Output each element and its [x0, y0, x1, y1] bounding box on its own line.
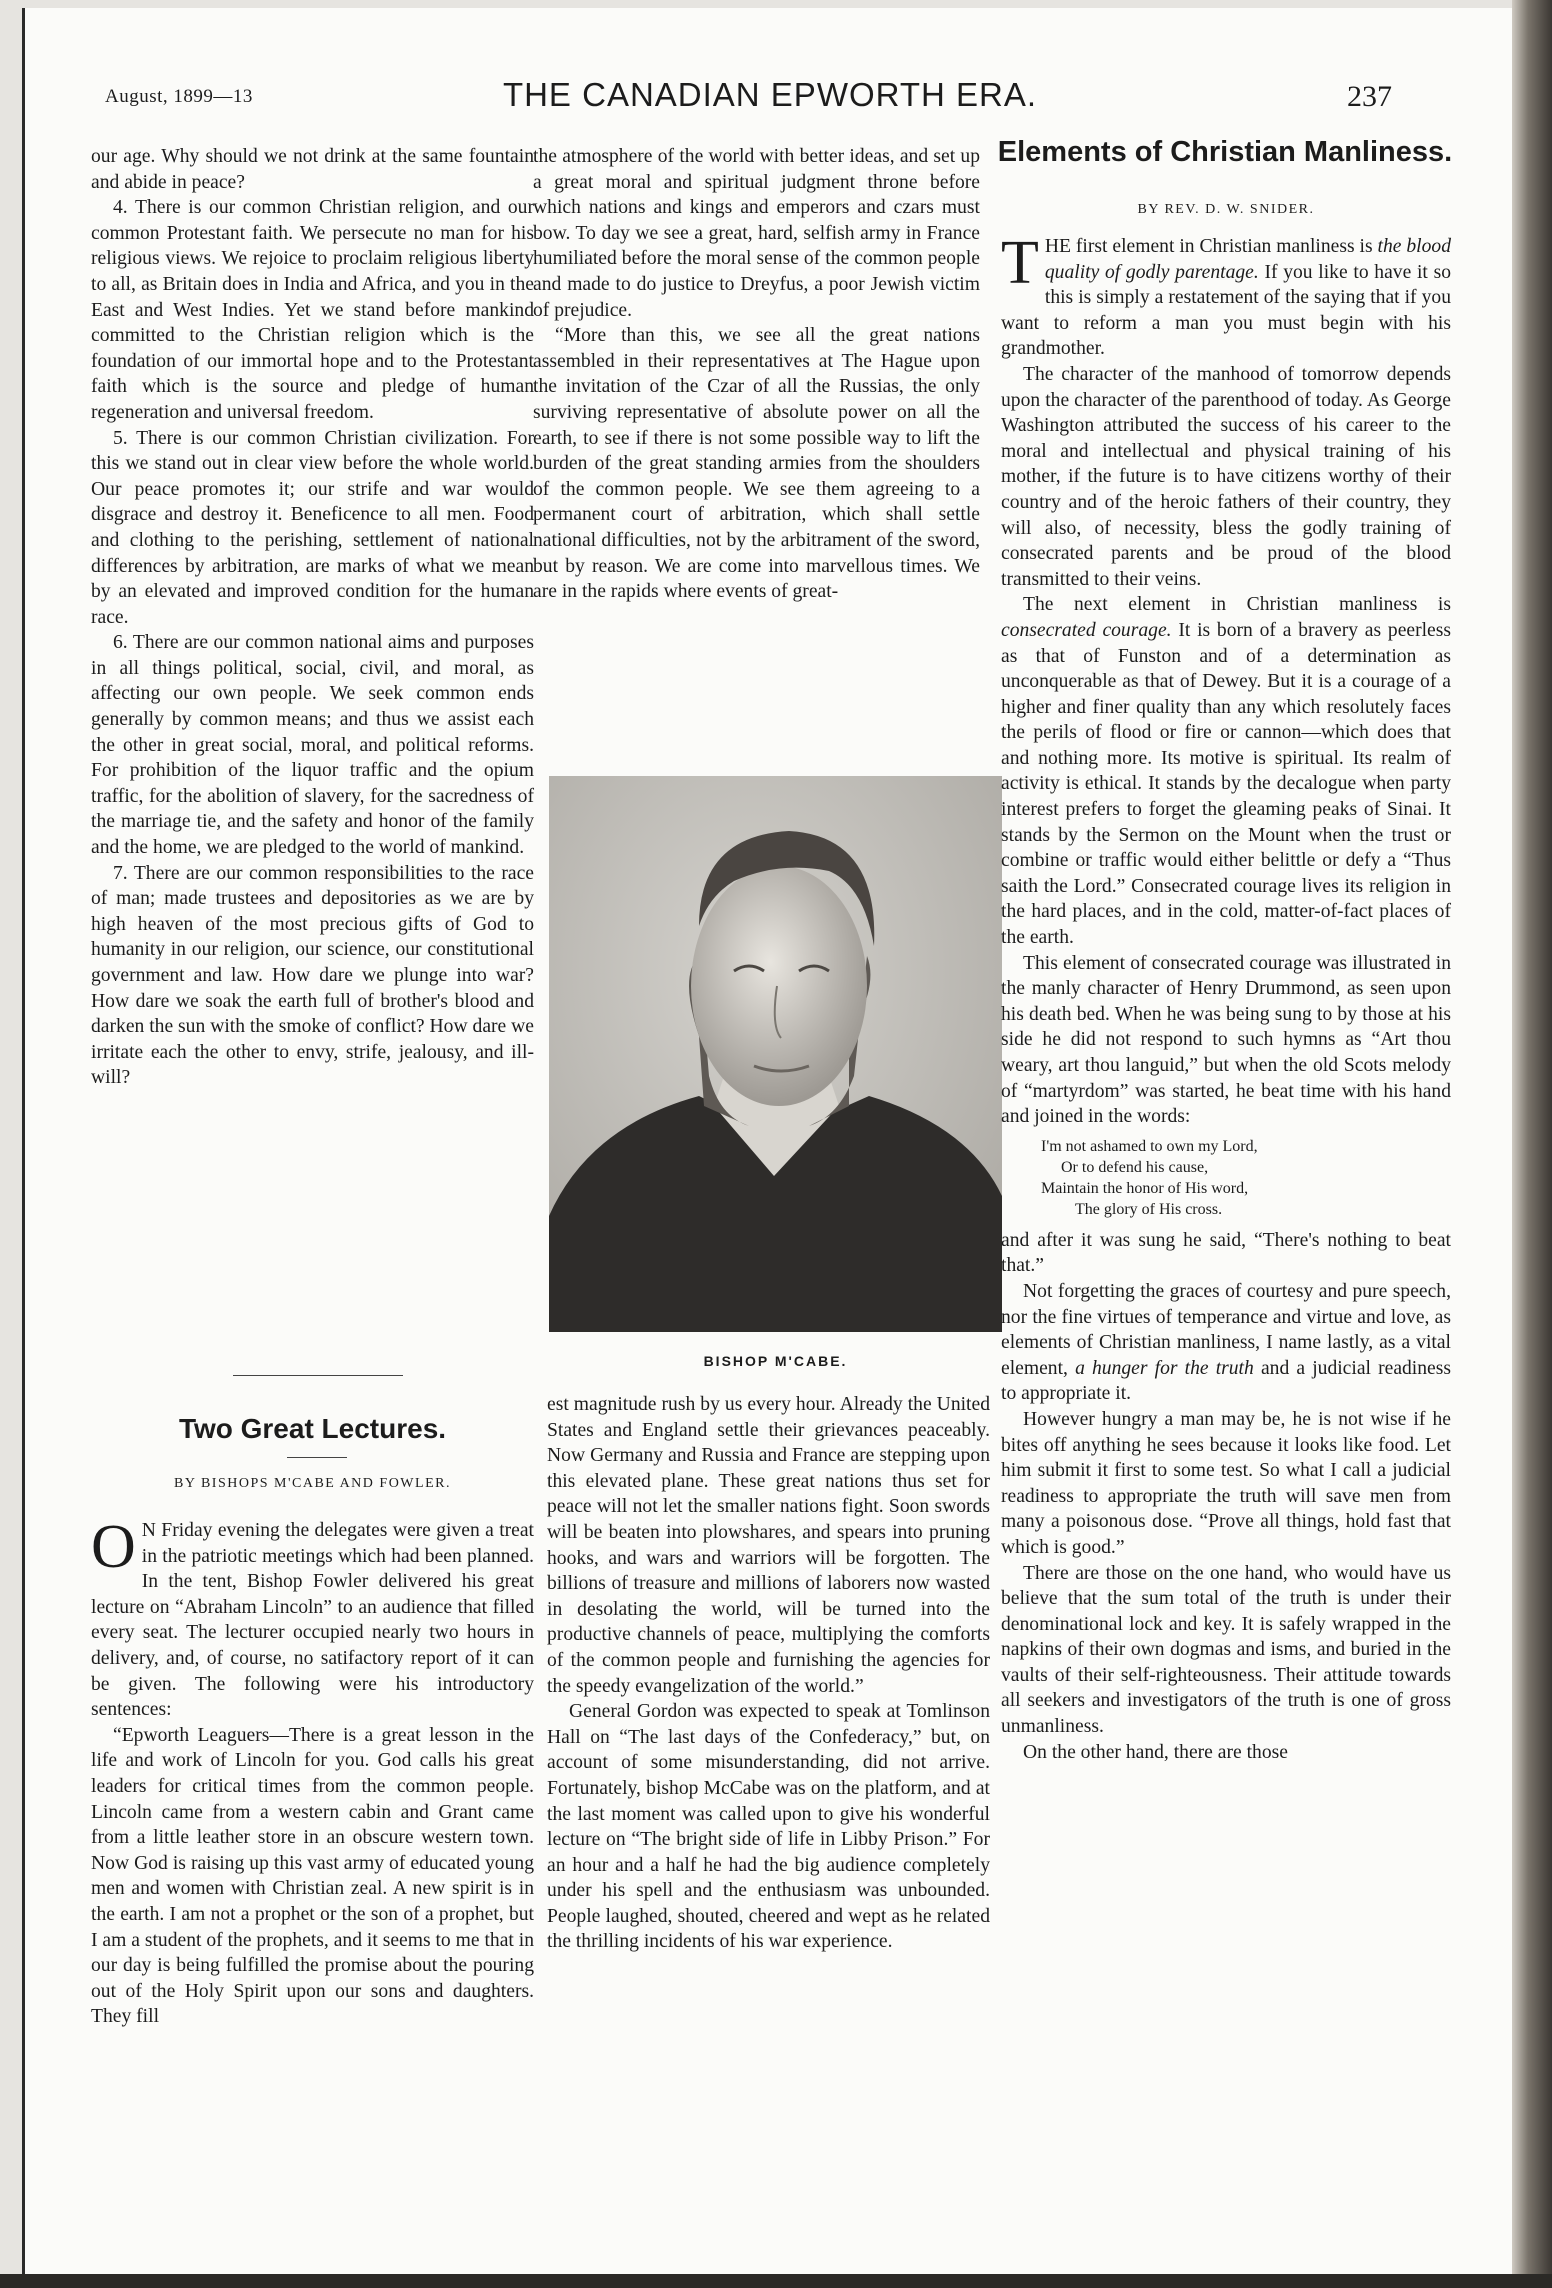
paragraph: 6. There are our common national aims and purposes in all things political, social, civil, and moral, as affecting our own people. We seek common ends generally by common means; and thus we assist each the other in great social, moral, and political reforms. For prohibition of the liquor traffic and the opium traffic, for the abolition of slavery, for the sacredness of the marriage tie, and the safety and honor of the family and the home, we are pledged to the world of mankind. — [91, 632, 534, 859]
paragraph-text: The next element in Christian manliness is — [1023, 594, 1451, 616]
paragraph: This element of consecrated courage was illustrated in the manly character of Henry Drummond, as seen upon his death bed. When he was being sung to by those at his side he did not respond to such hymns as “Art thou weary, art thou languid,” but when the old Scots melody of “martyrdom” was started, he beat time with his hand and joined in the words: — [1001, 952, 1451, 1128]
section-divider — [233, 1375, 403, 1376]
paragraph — [1001, 1279, 1451, 1407]
book-spine-edge — [1512, 0, 1552, 2288]
paragraph: est magnitude rush by us every hour. Already the United States and England settle their grievances peaceably. Now Germany and Russia and France are stepping upon this elevated plane. These great nations thus set for peace will not let the smaller nations fight. Soon swords will be beaten into plowshares, and spears into pruning hooks, and wars and warriors will be forgotten. The billions of treasure and millions of laborers now wasted in desolating the world, will be turned into the productive channels of peace, multiplying the comforts of the common people and furnishing the agencies for the speedy evangelization of the world.” — [547, 1394, 990, 1697]
paragraph: our age. Why should we not drink at the same fountain and abide in peace? — [91, 146, 534, 193]
paragraph: On the other hand, there are those — [1023, 1741, 1288, 1763]
emphasis-text: the blood quality of godly parentage. — [1044, 236, 1452, 283]
column-2-lectures-continued — [547, 1392, 990, 1955]
paragraph: The character of the manhood of tomorrow depends upon the character of the parenthood of today. As George Washington attributed the success of his career to the moral and intellectual and physical training of his mother, if the future is to have citizens worthy of their country and of the heroic fathers of their country, they will also, of necessity, bless the godly training of consecrated parents and be proud of the blood transmitted to their veins. — [1001, 363, 1451, 590]
manliness-title: Elements of Christian Manliness. — [997, 136, 1453, 168]
page-bottom-edge — [0, 2274, 1552, 2288]
paragraph-text: N Friday evening the delegates were given a treat in the patriotic meetings which had been planned. In the tent, Bishop Fowler delivered his great lecture on “Abraham Lincoln” to an audience that filled every seat. The lecturer occupied nearly two hours in delivery, and, of course, no satifactory report of it can be given. The following were his introductory sentences: — [91, 1520, 534, 1721]
paragraph-text: It is born of a bravery as peerless as that of Funston and of a determination as unconquerable as that of Dewey. But it is a courage of a higher and finer quality than any which resolutely faces the perils of flood or fire or cannon—which does that and nothing more. Its motive is spiritual. Its realm of activity is ethical. It stands by the decalogue when party interest prefers to forget the gleaming peaks of Sinai. It stands by the Sermon on the Mount when the trust or combine or traffic would either belittle or defy a “Thus saith the Lord.” Consecrated courage lives its religion in the hard places, and in the cold, matter-of-fact places of the earth. — [1001, 619, 1452, 949]
page-number: 237 — [1347, 80, 1392, 113]
paragraph: 7. There are our common responsibilities to the race of man; made trustees and depositories as we are by high heaven of the most precious gifts of God to humanity in our religion, our science, our constitutional government and law. How dare we plunge into war? How dare we soak the earth full of brother's blood and darken the sun with the smoke of conflict? How dare we irritate each the other to envy, strife, jealousy, and ill-will? — [91, 862, 534, 1089]
verse-line: Or to defend his cause, — [1061, 1158, 1209, 1176]
paragraph: and after it was sung he said, “There's nothing to beat that.” — [1001, 1229, 1451, 1277]
paragraph-text: and a judicial readiness to appropriate it. — [1001, 1357, 1451, 1405]
verse-line: I'm not ashamed to own my Lord, — [1041, 1137, 1258, 1155]
emphasis-text: a hunger for the truth — [1075, 1357, 1254, 1379]
magazine-page — [22, 8, 1515, 2276]
paragraph — [1001, 229, 1452, 362]
column-1-continued-article — [91, 144, 534, 1091]
emphasis-text: consecrated courage. — [1001, 619, 1172, 641]
lectures-title: Two Great Lectures. — [178, 1413, 447, 1444]
paragraph — [91, 1513, 534, 1723]
page-header — [25, 72, 1515, 122]
column-2-continued-article — [533, 144, 980, 605]
portrait-illustration — [549, 776, 1002, 1332]
hymn-verse — [1041, 1136, 1451, 1220]
paragraph: “Epworth Leaguers—There is a great lesson in the life and work of Lincoln for you. God calls his great leaders for critical times from the common people. Lincoln came from a western cabin and Grant came from a little leather store in an obscure western town. Now God is raising up this vast army of educated young men and women with Christian zeal. A new spirit is in the earth. I am not a prophet or the son of a prophet, but I am a student of the prophets, and it seems to me that in our day is being fulfilled the promise about the pouring out of the Holy Spirit upon our sons and daughters. They fill — [91, 1724, 534, 2028]
paragraph-text: If you like to have it so this is simply a restatement of the saying that if you want to reform a man you must begin with his grandmother. — [1001, 261, 1451, 360]
manliness-byline: BY REV. D. W. SNIDER. — [1137, 202, 1315, 217]
paragraph — [1001, 592, 1451, 950]
issue-date: August, 1899—13 — [105, 86, 253, 107]
paragraph: 4. There is our common Christian religion, and our common Protestant faith. We persecute no man for his religious views. We rejoice to proclaim religious liberty to all, as Britain does in India and Africa, and you in the East and West Indies. Yet we stand before mankind committed to the Christian religion which is the foundation of our immortal hope and to the Protestant faith which is the source and pledge of human regeneration and universal freedom. — [91, 197, 534, 423]
photo-caption: BISHOP M'CABE. — [703, 1353, 848, 1369]
paragraph: 5. There is our common Christian civilization. For this we stand out in clear view before the whole world. Our peace promotes it; our strife and war would disgrace and destroy it. Beneficence to all men. Food and clothing to the perishing, settlement of national differences by arbitration, are marks of what we mean by an elevated and improved condition for the human race. — [91, 427, 534, 628]
manliness-article — [1001, 229, 1452, 1765]
paragraph-text: Not forgetting the graces of courtesy and pure speech, nor the fine virtues of temperance and virtue and love, as elements of Christian manliness, I name lastly, as a vital element, — [1001, 1280, 1451, 1379]
lectures-article — [91, 1513, 534, 2030]
drop-cap: O — [91, 1513, 136, 1581]
verse-line: The glory of His cross. — [1075, 1200, 1223, 1218]
lectures-byline: BY BISHOPS M'CABE AND FOWLER. — [174, 1476, 451, 1491]
paragraph: However hungry a man may be, he is not wise if he bites off anything he sees because it looks like food. Let him submit it first to some test. So what I call a judicial readiness to appropriate the truth will save men from many a poisonous dose. “Prove all things, hold fast that which is good.” — [1001, 1408, 1451, 1558]
paragraph: the atmosphere of the world with better ideas, and set up a great moral and spiritual judgment throne before which nations and kings and emperors and czars must bow. To day we see a great, hard, selfish army in France humiliated before the moral sense of the common people and made to do justice to Dreyfus, a poor Jewish victim of prejudice. — [533, 146, 980, 321]
paragraph-text: HE first element in Christian manliness is — [1044, 236, 1373, 257]
title-rule — [287, 1457, 347, 1458]
magazine-title: THE CANADIAN EPWORTH ERA. — [502, 76, 1038, 113]
drop-cap: T — [1001, 229, 1039, 297]
paragraph: There are those on the one hand, who would have us believe that the sum total of the truth is under their denominational lock and key. It is safely wrapped in the napkins of their own dogmas and isms, and buried in the vaults of their self-righteousness. Their attitude towards all seekers and investigators of the truth is one of gross unmanliness. — [1001, 1562, 1451, 1738]
paragraph: General Gordon was expected to speak at Tomlinson Hall on “The last days of the Confederacy,” but, on account of some misunderstanding, did not arrive. Fortunately, bishop McCabe was on the platform, and at the last moment was called upon to give his wonderful lecture on “The bright side of life in Libby Prison.” For an hour and a half he had the big audience completely under his spell and the enthusiasm was unbounded. People laughed, shouted, cheered and wept as he related the thrilling incidents of his war experience. — [547, 1701, 990, 1953]
bishop-portrait-photo — [549, 776, 1002, 1332]
verse-line: Maintain the honor of His word, — [1041, 1179, 1249, 1197]
paragraph: “More than this, we see all the great nations assembled in their representatives at The Hague upon the invitation of the Czar of all the Russias, the only surviving representative of absolute power on all the earth, to see if there is not some possible way to lift the burden of the great standing armies from the shoulders of the common people. We see them agreeing to a permanent court of arbitration, which shall settle national difficulties, not by the arbitrament of the sword, but by reason. We are come into marvellous times. We are in the rapids where events of great- — [533, 325, 980, 603]
